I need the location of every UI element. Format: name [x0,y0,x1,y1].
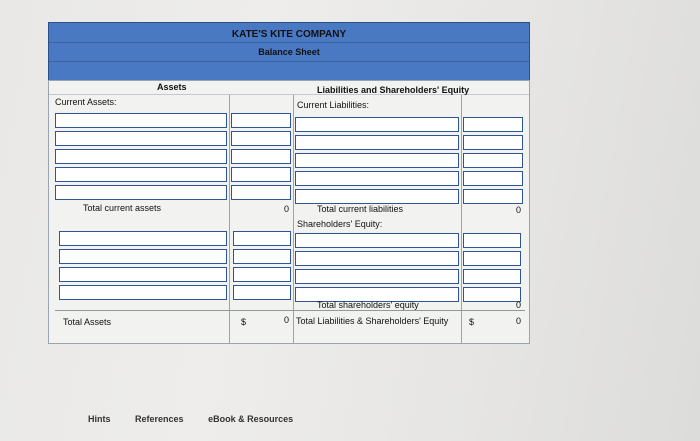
current-liability-name-input[interactable] [295,189,459,204]
current-liability-amount-input[interactable] [463,135,523,150]
total-current-liabilities-value: 0 [515,205,521,215]
noncurrent-asset-amount-input[interactable] [233,267,291,282]
current-liability-amount-input[interactable] [463,117,523,132]
noncurrent-asset-name-input[interactable] [59,231,227,246]
total-assets-dollar-sign: $ [241,317,247,327]
company-name: KATE'S KITE COMPANY [231,29,347,40]
ebook-resources-tab[interactable]: eBook & Resources [208,414,294,424]
balance-sheet-header [48,22,530,82]
equity-item-amount-input[interactable] [463,233,521,248]
total-liabilities-equity-dollar-sign: $ [469,317,475,327]
equity-item-name-input[interactable] [295,251,459,266]
current-liability-amount-input[interactable] [463,189,523,204]
total-current-assets-label: Total current assets [83,203,162,213]
current-liability-name-input[interactable] [295,135,459,150]
total-shareholders-equity-value: 0 [515,300,521,310]
current-asset-amount-input[interactable] [231,185,291,200]
current-liability-amount-input[interactable] [463,171,523,186]
noncurrent-asset-amount-input[interactable] [233,285,291,300]
hints-tab[interactable]: Hints [88,414,111,424]
total-current-liabilities-label: Total current liabilities [317,204,404,214]
current-asset-amount-input[interactable] [231,149,291,164]
sheet-title: Balance Sheet [258,47,320,57]
current-asset-name-input[interactable] [55,167,227,182]
assets-heading: Assets [157,82,187,92]
equity-item-name-input[interactable] [295,269,459,284]
current-asset-amount-input[interactable] [231,113,291,128]
current-asset-name-input[interactable] [55,113,227,128]
footer-tabs [88,414,315,424]
balance-sheet [48,22,528,342]
equity-item-amount-input[interactable] [463,251,521,266]
current-asset-amount-input[interactable] [231,167,291,182]
current-liability-name-input[interactable] [295,153,459,168]
equity-item-name-input[interactable] [295,233,459,248]
references-tab[interactable]: References [135,414,184,424]
total-shareholders-equity-label: Total shareholders' equity [317,300,419,310]
current-asset-amount-input[interactable] [231,131,291,146]
current-asset-name-input[interactable] [55,149,227,164]
current-asset-name-input[interactable] [55,131,227,146]
equity-item-amount-input[interactable] [463,269,521,284]
total-assets-label: Total Assets [63,317,112,327]
noncurrent-asset-amount-input[interactable] [233,231,291,246]
current-liability-name-input[interactable] [295,117,459,132]
total-current-assets-value: 0 [283,204,289,214]
current-asset-name-input[interactable] [55,185,227,200]
balance-sheet-grid [48,80,530,344]
current-liability-name-input[interactable] [295,171,459,186]
current-liability-amount-input[interactable] [463,153,523,168]
total-liabilities-equity-label: Total Liabilities & Shareholders' Equity [296,316,449,326]
liabilities-equity-heading: Liabilities and Shareholders' Equity [317,85,470,95]
total-liabilities-equity-value: 0 [515,316,521,326]
current-assets-label: Current Assets: [55,97,117,107]
noncurrent-asset-name-input[interactable] [59,285,227,300]
total-liabilities-equity-prefix-value: 0 [283,315,289,325]
noncurrent-asset-name-input[interactable] [59,249,227,264]
shareholders-equity-label: Shareholders' Equity: [297,219,383,229]
noncurrent-asset-amount-input[interactable] [233,249,291,264]
noncurrent-asset-name-input[interactable] [59,267,227,282]
current-liabilities-label: Current Liabilities: [297,100,370,110]
